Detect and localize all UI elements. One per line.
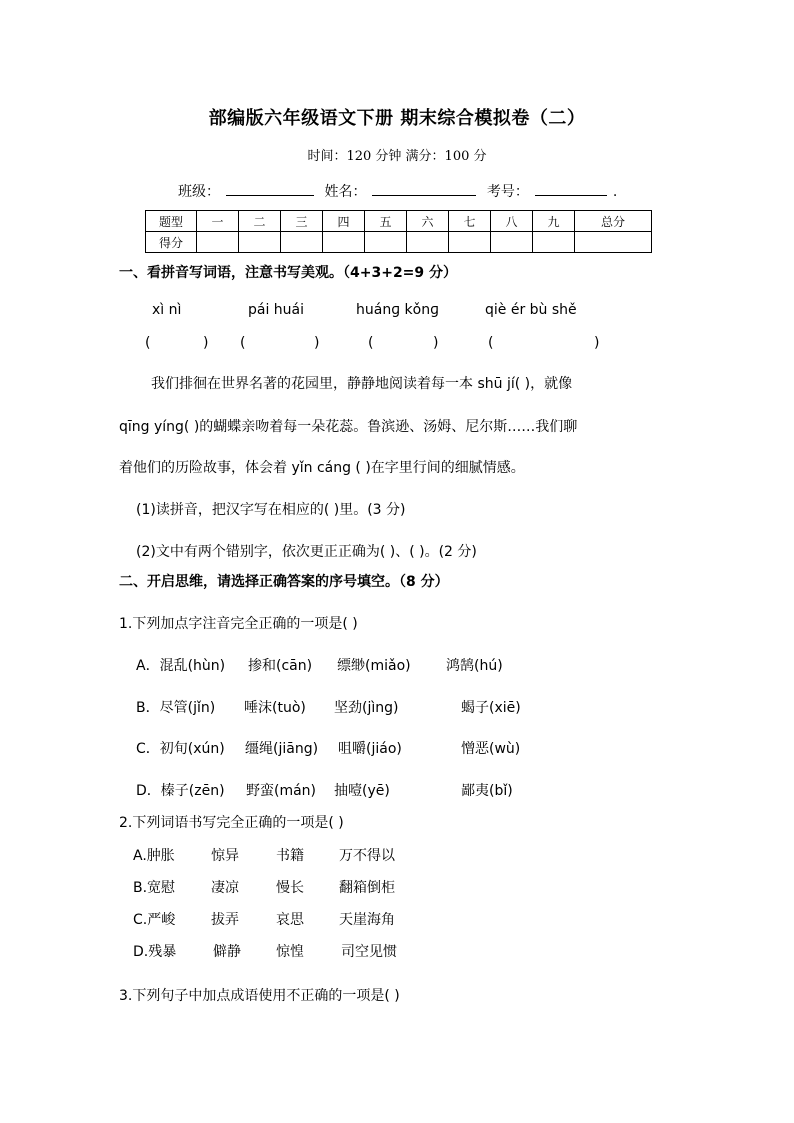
q1-option-c-2: 缰绳(jiāng) bbox=[245, 741, 319, 757]
q2-option-a-3: 书籍 bbox=[276, 848, 304, 864]
pinyin-4: qiè ér bù shě bbox=[485, 302, 577, 318]
q2-option-c-3: 哀思 bbox=[276, 912, 304, 928]
q2-option-d-2: 僻静 bbox=[213, 944, 241, 960]
table-cell: 三 bbox=[281, 211, 323, 232]
score-input-cell[interactable] bbox=[575, 232, 652, 253]
pinyin-3: huánɡ kǒnɡ bbox=[356, 302, 439, 318]
page-title: 部编版六年级语文下册 期末综合模拟卷（二） bbox=[208, 108, 586, 129]
question-2-stem: 2.下列词语书写完全正确的一项是( ) bbox=[119, 815, 344, 831]
section2-heading: 二、开启思维，请选择正确答案的序号填空。（8 分） bbox=[119, 574, 449, 590]
q2-option-a-4: 万不得以 bbox=[339, 848, 395, 864]
answer-paren-close: ) bbox=[433, 335, 439, 351]
section1-heading: 一、看拼音写词语，注意书写美观。（4+3+2=9 分） bbox=[119, 265, 458, 281]
table-cell: 七 bbox=[449, 211, 491, 232]
answer-paren-open: ( bbox=[368, 335, 374, 351]
passage-line-3: 着他们的历险故事，体会着 yǐn cáng ( )在字里行间的细腻情感。 bbox=[119, 460, 525, 476]
score-table bbox=[145, 210, 652, 253]
table-cell: 一 bbox=[197, 211, 239, 232]
class-blank[interactable] bbox=[226, 181, 314, 196]
passage-line-1: 我们排徊在世界名著的花园里，静静地阅读着每一本 shū jí( )，就像 bbox=[151, 376, 573, 392]
score-input-cell[interactable] bbox=[239, 232, 281, 253]
q2-option-b-4: 翻箱倒柜 bbox=[339, 880, 395, 896]
passage-line-2: qīng yíng( )的蝴蝶亲吻着每一朵花蕊。鲁滨逊、汤姆、尼尔斯……我们聊 bbox=[119, 419, 578, 435]
q2-option-b-3: 慢长 bbox=[276, 880, 304, 896]
table-cell: 九 bbox=[533, 211, 575, 232]
name-label: 姓名： bbox=[324, 184, 367, 200]
q1-option-c-4: 憎恶(wù) bbox=[461, 741, 521, 757]
q2-option-a-1: A.肿胀 bbox=[133, 848, 175, 864]
table-cell: 二 bbox=[239, 211, 281, 232]
answer-paren-open: ( bbox=[145, 335, 151, 351]
q1-option-b-2: 唾沫(tuò) bbox=[244, 700, 306, 716]
table-cell: 总分 bbox=[575, 211, 652, 232]
q1-option-b-4: 蝎子(xiē) bbox=[461, 700, 521, 716]
class-label: 班级： bbox=[178, 184, 220, 200]
answer-paren-close: ) bbox=[203, 335, 209, 351]
exam-no-label: 考号： bbox=[486, 184, 529, 200]
table-cell: 五 bbox=[365, 211, 407, 232]
exam-no-blank[interactable] bbox=[535, 181, 607, 196]
q1-option-a-2: 掺和(cān) bbox=[248, 658, 313, 674]
score-input-cell[interactable] bbox=[197, 232, 239, 253]
q2-option-d-1: D.残暴 bbox=[133, 944, 177, 960]
q2-option-b-1: B.宽慰 bbox=[133, 880, 176, 896]
score-input-cell[interactable] bbox=[449, 232, 491, 253]
q1-option-d-2: 野蛮(mán) bbox=[246, 783, 317, 799]
score-input-cell[interactable] bbox=[323, 232, 365, 253]
name-blank[interactable] bbox=[372, 181, 476, 196]
section1-question-1: (1)读拼音，把汉字写在相应的( )里。(3 分) bbox=[136, 502, 406, 518]
pinyin-1: xì nì bbox=[152, 302, 182, 318]
q2-option-d-3: 惊惶 bbox=[276, 944, 304, 960]
q2-option-b-2: 凄凉 bbox=[211, 880, 239, 896]
q1-option-b-1: B．尽管(jǐn) bbox=[136, 700, 216, 716]
score-input-cell[interactable] bbox=[407, 232, 449, 253]
question-1-stem: 1.下列加点字注音完全正确的一项是( ) bbox=[119, 616, 358, 632]
q1-option-b-3: 坚劲(jìng) bbox=[334, 700, 399, 716]
exam-time-info: 时间：120 分钟 满分：100 分 bbox=[307, 149, 487, 164]
table-cell: 六 bbox=[407, 211, 449, 232]
question-3-stem: 3.下列句子中加点成语使用不正确的一项是( ) bbox=[119, 988, 400, 1004]
table-cell: 题型 bbox=[146, 211, 197, 232]
score-input-cell[interactable] bbox=[491, 232, 533, 253]
table-cell: 八 bbox=[491, 211, 533, 232]
q1-option-a-1: A．混乱(hùn) bbox=[136, 658, 226, 674]
q1-option-c-1: C．初旬(xún) bbox=[136, 741, 225, 757]
q1-option-c-3: 咀嚼(jiáo) bbox=[338, 741, 402, 757]
q2-option-a-2: 惊异 bbox=[211, 848, 239, 864]
score-table-header-row bbox=[146, 211, 652, 232]
score-table-score-row bbox=[146, 232, 652, 253]
score-input-cell[interactable] bbox=[365, 232, 407, 253]
pinyin-2: pái huái bbox=[248, 302, 305, 318]
answer-paren-open: ( bbox=[240, 335, 246, 351]
table-cell: 四 bbox=[323, 211, 365, 232]
score-input-cell[interactable] bbox=[533, 232, 575, 253]
table-cell: 得分 bbox=[146, 232, 197, 253]
section1-question-2: (2)文中有两个错别字，依次更正正确为( )、( )。(2 分) bbox=[136, 544, 477, 560]
q1-option-d-3: 抽噎(yē) bbox=[334, 783, 390, 799]
student-info-line: 班级： 姓名： 考号： . bbox=[178, 181, 617, 201]
answer-paren-close: ) bbox=[594, 335, 600, 351]
score-input-cell[interactable] bbox=[281, 232, 323, 253]
q2-option-d-4: 司空见惯 bbox=[341, 944, 397, 960]
q2-option-c-1: C.严峻 bbox=[133, 912, 176, 928]
answer-paren-open: ( bbox=[488, 335, 494, 351]
q2-option-c-4: 天崖海角 bbox=[339, 912, 395, 928]
q1-option-d-1: D．榛子(zēn) bbox=[136, 783, 225, 799]
q1-option-d-4: 鄙夷(bǐ) bbox=[461, 783, 513, 799]
answer-paren-close: ) bbox=[314, 335, 320, 351]
q2-option-c-2: 拔弄 bbox=[211, 912, 239, 928]
q1-option-a-3: 缥缈(miǎo) bbox=[337, 658, 411, 674]
q1-option-a-4: 鸿鹄(hú) bbox=[446, 658, 503, 674]
